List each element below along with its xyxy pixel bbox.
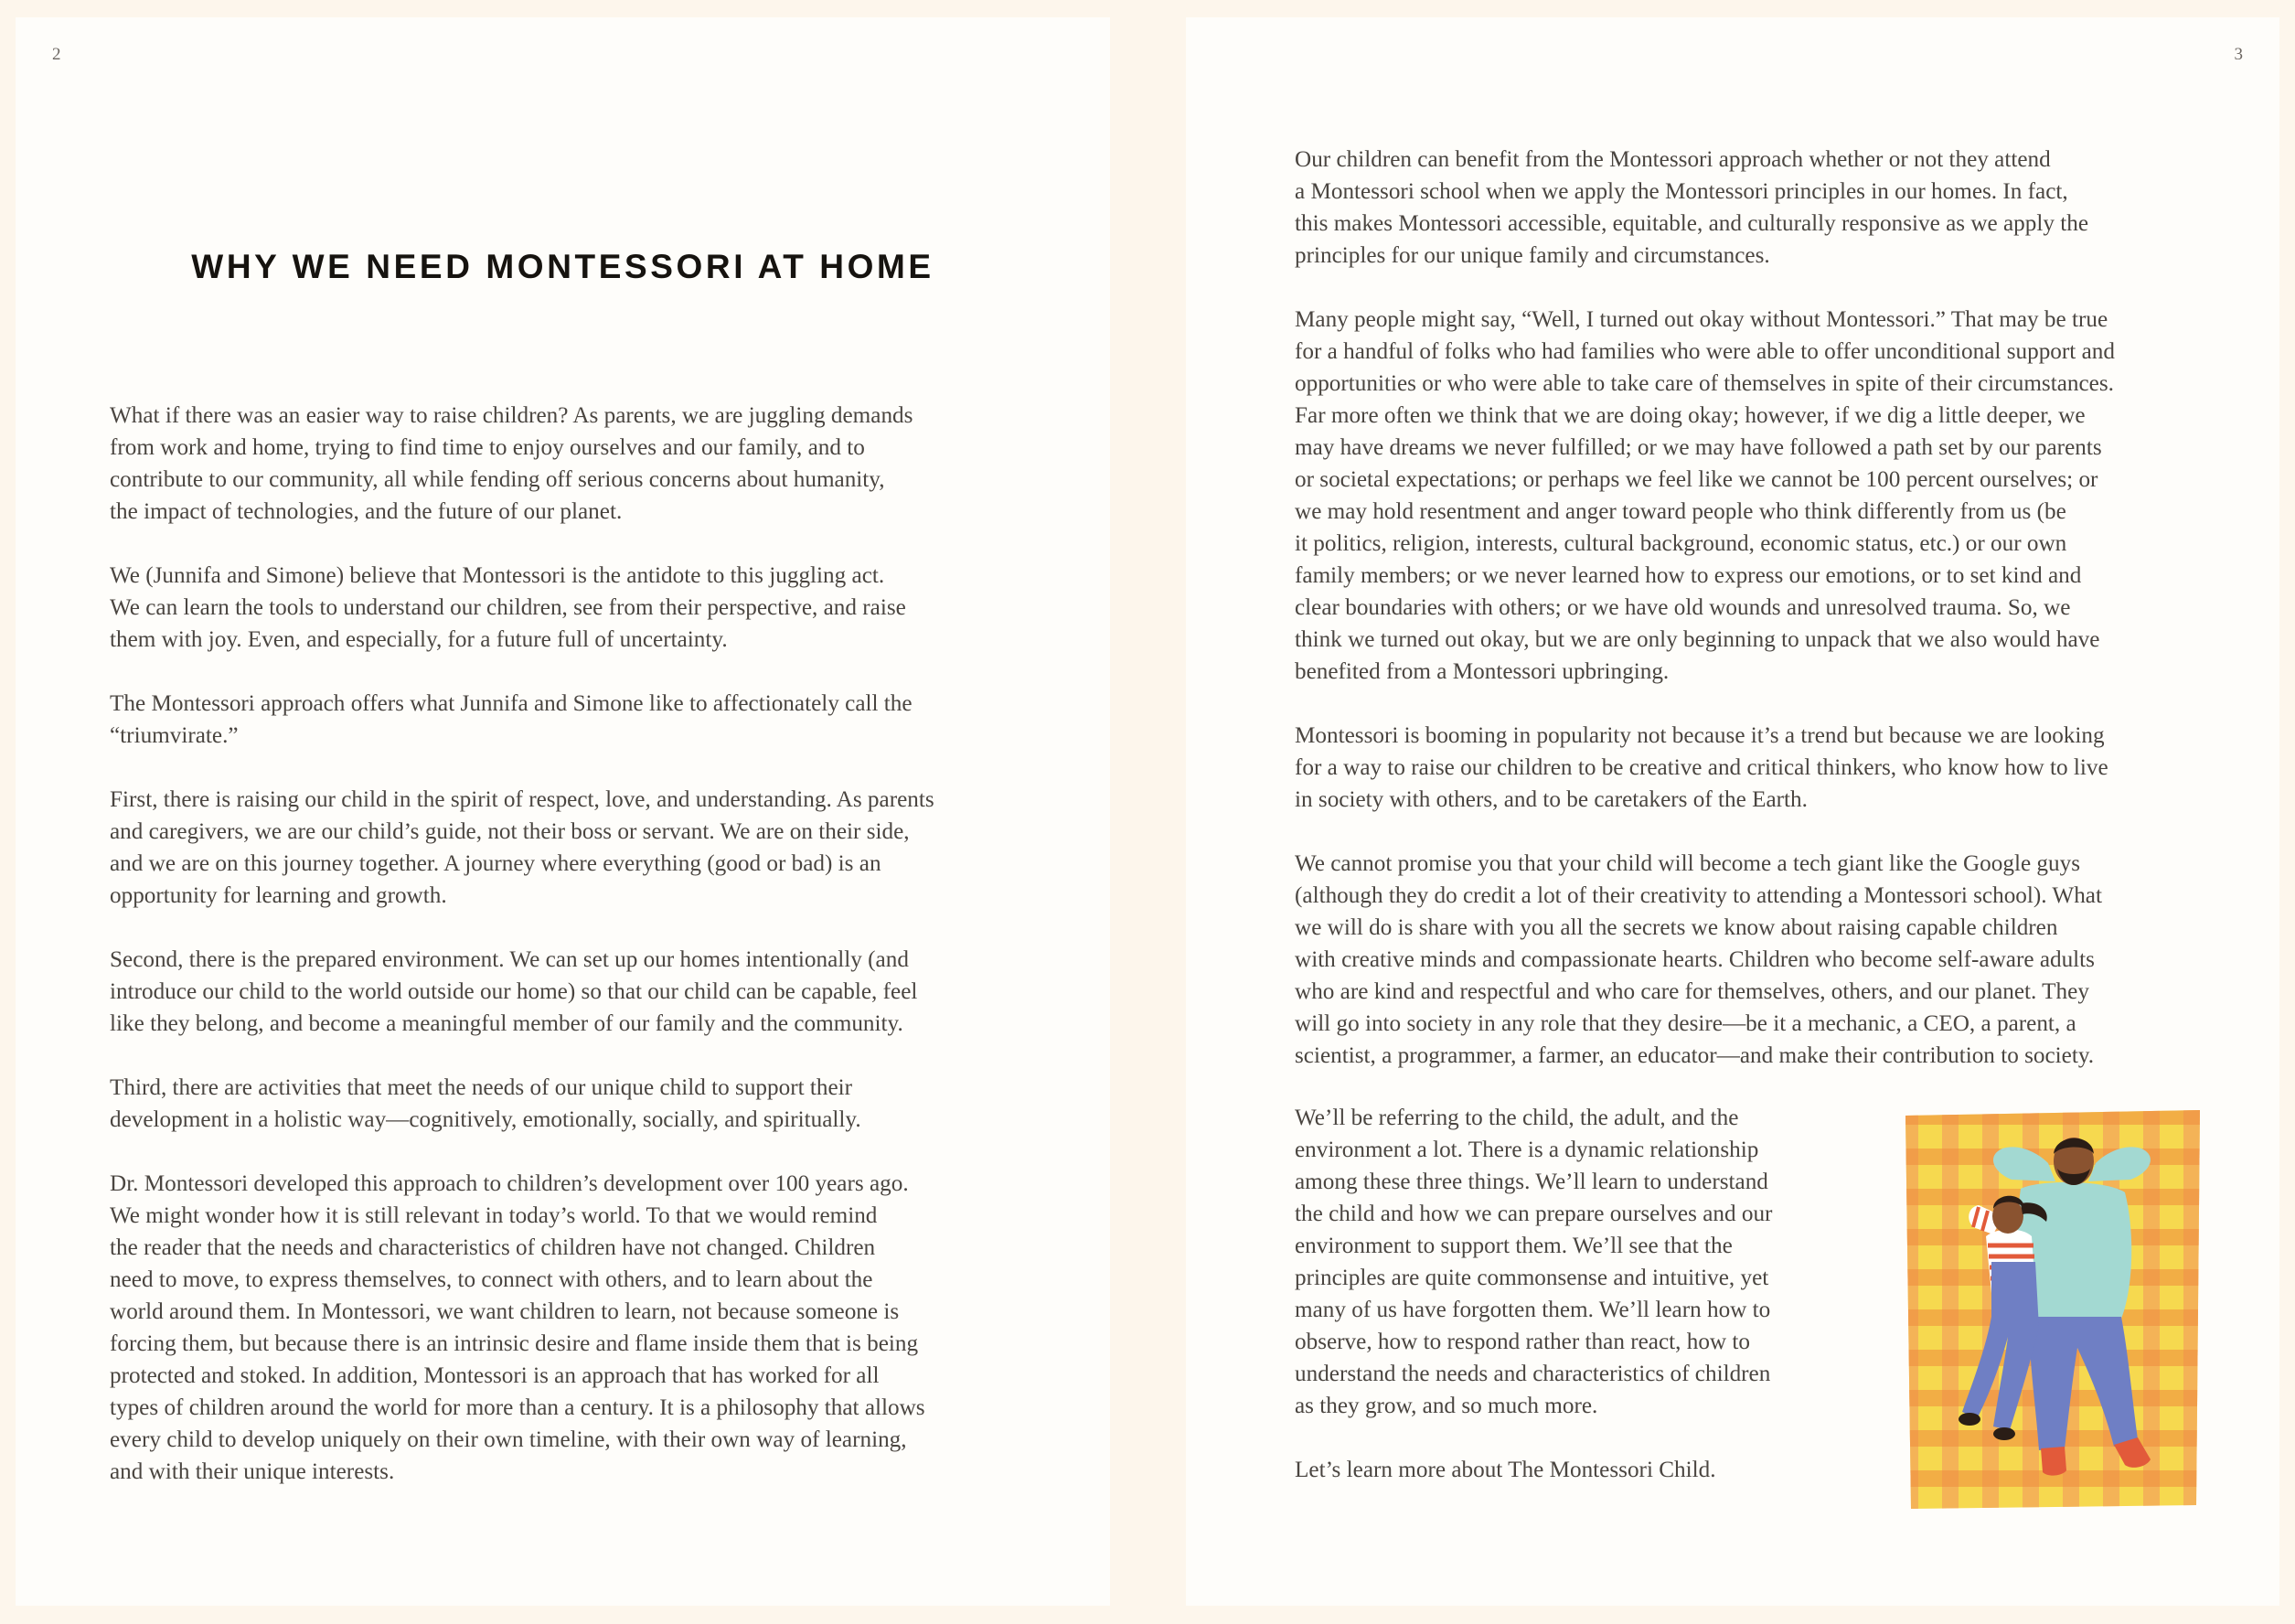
text-line: We (Junnifa and Simone) believe that Montessori is the antidote to this juggling act. bbox=[110, 563, 885, 588]
text-line: principles are quite commonsense and intuitive, yet bbox=[1295, 1266, 1769, 1290]
text-line: we may hold resentment and anger toward people who think differently from us (be bbox=[1295, 499, 2066, 524]
text-line: We cannot promise you that your child will become a tech giant like the Google guys bbox=[1295, 851, 2081, 876]
text-line: need to move, to express themselves, to connect with others, and to learn about the bbox=[110, 1267, 873, 1292]
text-line: among these three things. We’ll learn to understand bbox=[1295, 1170, 1768, 1194]
page-number-left: 2 bbox=[52, 45, 61, 64]
text-line: every child to develop uniquely on their own timeline, with their own way of learning, bbox=[110, 1427, 907, 1452]
text-line: Dr. Montessori developed this approach to children’s development over 100 years ago. bbox=[110, 1171, 909, 1196]
text-line: Third, there are activities that meet the needs of our unique child to support their bbox=[110, 1075, 853, 1100]
right-bottom-paragraph-1 bbox=[1295, 1102, 1843, 1422]
text-line: Second, there is the prepared environment. We can set up our homes intentionally (and bbox=[110, 947, 909, 972]
text-line: opportunities or who were able to take care of themselves in spite of their circumstances. bbox=[1295, 371, 2114, 396]
right-bottom-paragraph-2 bbox=[1295, 1454, 1843, 1486]
text-line: Montessori is booming in popularity not because it’s a trend but because we are looking bbox=[1295, 723, 2105, 748]
text-line: like they belong, and become a meaningful member of our family and the community. bbox=[110, 1011, 903, 1036]
text-line: We’ll be referring to the child, the adult, and the bbox=[1295, 1106, 1739, 1130]
chapter-title: WHY WE NEED MONTESSORI AT HOME bbox=[191, 248, 934, 285]
left-paragraph-3 bbox=[110, 688, 1024, 752]
left-body-text bbox=[110, 400, 1024, 1520]
text-line: understand the needs and characteristics of children bbox=[1295, 1362, 1771, 1386]
text-line: in society with others, and to be caretakers of the Earth. bbox=[1295, 787, 1808, 812]
right-paragraph-1 bbox=[1295, 144, 2209, 272]
left-page bbox=[16, 17, 1110, 1606]
text-line: think we turned out okay, but we are only beginning to unpack that we also would have bbox=[1295, 627, 2100, 652]
text-line: observe, how to respond rather than react, how to bbox=[1295, 1330, 1750, 1354]
text-line: this makes Montessori accessible, equitable, and culturally responsive as we apply the bbox=[1295, 211, 2089, 236]
text-line: forcing them, but because there is an intrinsic desire and flame inside them that is being bbox=[110, 1331, 919, 1356]
text-line: may have dreams we never fulfilled; or we may have followed a path set by our parents bbox=[1295, 435, 2102, 460]
text-line: Our children can benefit from the Montessori approach whether or not they attend bbox=[1295, 147, 2051, 172]
left-paragraph-1 bbox=[110, 400, 1024, 528]
text-line: The Montessori approach offers what Junnifa and Simone like to affectionately call the bbox=[110, 691, 913, 716]
left-paragraph-6 bbox=[110, 1072, 1024, 1136]
text-line: protected and stoked. In addition, Montessori is an approach that has worked for all bbox=[110, 1363, 880, 1388]
text-line: world around them. In Montessori, we want children to learn, not because someone is bbox=[110, 1299, 900, 1324]
text-line: them with joy. Even, and especially, for a future full of uncertainty. bbox=[110, 627, 728, 652]
text-line: a Montessori school when we apply the Montessori principles in our homes. In fact, bbox=[1295, 179, 2068, 204]
text-line: benefited from a Montessori upbringing. bbox=[1295, 659, 1670, 684]
text-line: First, there is raising our child in the spirit of respect, love, and understanding. As parents bbox=[110, 787, 934, 812]
right-paragraph-3 bbox=[1295, 720, 2209, 816]
text-line: we will do is share with you all the secrets we know about raising capable children bbox=[1295, 915, 2058, 940]
left-paragraph-7 bbox=[110, 1168, 1024, 1488]
text-line: the impact of technologies, and the future of our planet. bbox=[110, 499, 623, 524]
text-line: “triumvirate.” bbox=[110, 723, 239, 748]
text-line: clear boundaries with others; or we have old wounds and unresolved trauma. So, we bbox=[1295, 595, 2071, 620]
right-paragraph-2 bbox=[1295, 304, 2209, 688]
text-line: and with their unique interests. bbox=[110, 1459, 395, 1484]
text-line: What if there was an easier way to raise children? As parents, we are juggling demands bbox=[110, 403, 913, 428]
left-paragraph-5 bbox=[110, 944, 1024, 1040]
text-line: introduce our child to the world outside our home) so that our child can be capable, feel bbox=[110, 979, 918, 1004]
page-number-right: 3 bbox=[2234, 45, 2243, 64]
text-line: types of children around the world for more than a century. It is a philosophy that allows bbox=[110, 1395, 925, 1420]
text-line: principles for our unique family and circumstances. bbox=[1295, 243, 1770, 268]
right-bottom-text bbox=[1295, 1102, 1843, 1518]
text-line: scientist, a programmer, a farmer, an educator—and make their contribution to society. bbox=[1295, 1043, 2095, 1068]
text-line: Far more often we think that we are doing okay; however, if we dig a little deeper, we bbox=[1295, 403, 2086, 428]
left-paragraph-4 bbox=[110, 784, 1024, 912]
right-paragraph-4 bbox=[1295, 848, 2209, 1072]
text-line: environment a lot. There is a dynamic relationship bbox=[1295, 1138, 1759, 1162]
text-line: from work and home, trying to find time to enjoy ourselves and our family, and to bbox=[110, 435, 865, 460]
text-line: opportunity for learning and growth. bbox=[110, 883, 447, 908]
text-line: and we are on this journey together. A journey where everything (good or bad) is an bbox=[110, 851, 881, 876]
right-page bbox=[1186, 17, 2279, 1606]
text-line: family members; or we never learned how to express our emotions, or to set kind and bbox=[1295, 563, 2082, 588]
text-line: Many people might say, “Well, I turned out okay without Montessori.” That may be true bbox=[1295, 307, 2108, 332]
text-line: contribute to our community, all while fending off serious concerns about humanity, bbox=[110, 467, 885, 492]
text-line: the child and how we can prepare ourselves and our bbox=[1295, 1202, 1773, 1226]
text-line: with creative minds and compassionate hearts. Children who become self-aware adults bbox=[1295, 947, 2095, 972]
text-line: many of us have forgotten them. We’ll learn how to bbox=[1295, 1298, 1771, 1322]
left-paragraph-2 bbox=[110, 560, 1024, 656]
text-line: for a way to raise our children to be creative and critical thinkers, who know how to live bbox=[1295, 755, 2108, 780]
text-line: Let’s learn more about The Montessori Child. bbox=[1295, 1458, 1716, 1482]
text-line: (although they do credit a lot of their creativity to attending a Montessori school). What bbox=[1295, 883, 2102, 908]
text-line: We can learn the tools to understand our children, see from their perspective, and raise bbox=[110, 595, 906, 620]
text-line: who are kind and respectful and who care for themselves, others, and our planet. They bbox=[1295, 979, 2089, 1004]
text-line: environment to support them. We’ll see that the bbox=[1295, 1234, 1733, 1258]
text-line: and caregivers, we are our child’s guide, not their boss or servant. We are on their side, bbox=[110, 819, 910, 844]
parent-child-illustration bbox=[1902, 1108, 2204, 1511]
text-line: development in a holistic way—cognitively, emotionally, socially, and spiritually. bbox=[110, 1107, 861, 1132]
text-line: it politics, religion, interests, cultural background, economic status, etc.) or our own bbox=[1295, 531, 2067, 556]
right-body-text bbox=[1295, 144, 2209, 1104]
text-line: for a handful of folks who had families who were able to offer unconditional support and bbox=[1295, 339, 2115, 364]
text-line: as they grow, and so much more. bbox=[1295, 1394, 1598, 1418]
text-line: We might wonder how it is still relevant in today’s world. To that we would remind bbox=[110, 1203, 878, 1228]
text-line: will go into society in any role that they desire—be it a mechanic, a CEO, a parent, a bbox=[1295, 1011, 2076, 1036]
text-line: the reader that the needs and characteristics of children have not changed. Children bbox=[110, 1235, 876, 1260]
text-line: or societal expectations; or perhaps we feel like we cannot be 100 percent ourselves; or bbox=[1295, 467, 2098, 492]
